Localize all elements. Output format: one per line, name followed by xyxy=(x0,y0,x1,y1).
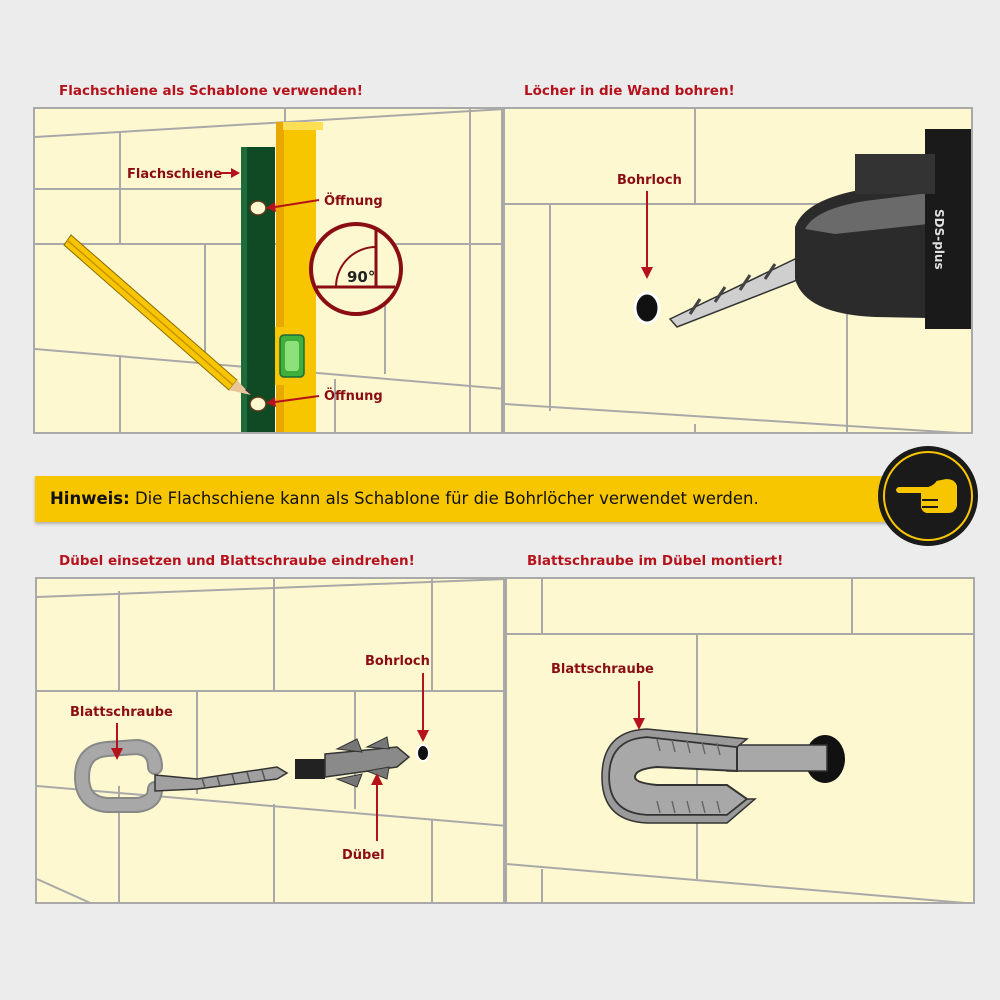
rail-hole-top xyxy=(250,201,266,215)
label-leaf-screw: Blattschraube xyxy=(551,662,654,677)
label-opening-top: Öffnung xyxy=(324,194,383,209)
panel4-title: Blattschraube im Dübel montiert! xyxy=(527,553,784,569)
drill-icon xyxy=(795,129,973,329)
label-drill-hole: Bohrloch xyxy=(617,173,682,188)
panel2-title: Löcher in die Wand bohren! xyxy=(524,83,735,99)
drill-hole xyxy=(417,745,429,761)
label-leaf-screw: Blattschraube xyxy=(70,705,173,720)
drill-bit-icon xyxy=(670,259,805,327)
panel-screw-mounted xyxy=(505,577,975,904)
leaf-screw-icon xyxy=(82,747,287,805)
angle-value: 90° xyxy=(347,268,376,286)
drill-brand-text: SDS-plus xyxy=(932,209,946,270)
label-flat-rail: Flachschiene xyxy=(127,167,223,182)
rail-hole-bottom xyxy=(250,397,266,411)
hint-prefix: Hinweis: xyxy=(50,489,130,508)
label-drill-hole: Bohrloch xyxy=(365,654,430,669)
hint-bar xyxy=(35,476,915,522)
panel-drilling xyxy=(503,107,973,434)
label-opening-bottom: Öffnung xyxy=(324,389,383,404)
label-dowel: Dübel xyxy=(342,848,385,863)
panel-template-rail xyxy=(33,107,503,434)
drill-hole xyxy=(635,293,659,323)
mounted-leaf-screw-icon xyxy=(602,729,845,823)
panel-dowel-insert xyxy=(35,577,505,904)
pointing-hand-icon xyxy=(876,444,980,548)
panel3-title: Dübel einsetzen und Blattschraube eindrehen! xyxy=(59,553,415,569)
dowel-icon xyxy=(295,737,409,787)
hint-text: Die Flachschiene kann als Schablone für die Bohrlöcher verwendet werden. xyxy=(129,489,759,508)
panel1-title: Flachschiene als Schablone verwenden! xyxy=(59,83,363,99)
pencil-icon xyxy=(64,235,251,395)
